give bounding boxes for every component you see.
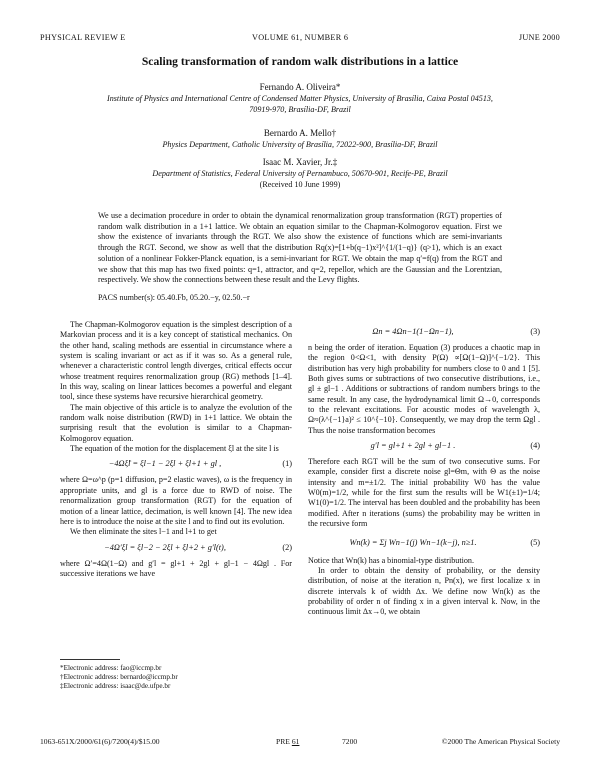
footnote-rule — [60, 659, 120, 660]
equation-1 — [60, 454, 292, 475]
footer-code: 1063-651X/2000/61(6)/7200(4)/$15.00 — [40, 737, 160, 746]
right-column — [308, 322, 540, 618]
author-1: Fernando A. Oliveira* — [259, 82, 341, 92]
equation-number: (4) — [530, 441, 540, 451]
received-date: (Received 10 June 1999) — [259, 180, 341, 189]
page-number: 7200 — [342, 737, 358, 746]
paragraph: The Chapman-Kolmogorov equation is the simplest description of a Markovian process and it is a key concept of statistical mechanics. On the other hand, scaling methods are essential in circumstance where a system is scaling invariant or act as if it was so. As a general rule, whenever a characteristic control length diverges, critical effects occur whose treatment requires renormalization group (RG) methods [1–4]. In this way, scaling on linear lattices becomes a powerful and elegant tool, since these systems have recursive hierarchical geometry. — [60, 320, 292, 402]
footnotes — [60, 664, 178, 691]
paragraph: In order to obtain the density of probability, or the density distribution, of noise at the iteration n, Pn(x), we first localize x in discrete intervals k of width Δx. We define now Wn(k) as the probability of order n of finding x in a given interval k. Now, in the continuous limit Δx→0, we obtain — [308, 565, 540, 617]
paragraph: n being the order of iteration. Equation (3) produces a chaotic map in the region 0<Ω<1, with density P(Ω) ∝[Ω(1−Ω)]^{−1/2}. This distribution has very high probability for numbers close to 0 and 1 [5]. Both gives sums or subtractions of two consecutive distributions, i.e., gl ± gl−1 . Additions or subtractions of random numbers brings to the same result. In any case, the hydrodynamical limit Ω→0, corresponds to the relevant excitations. For acoustic modes of wavelength λ, Ω≈(λ^{−1}a)² ≤ 10^{−10}. Consequently, we may drop the term Ωgl . Thus the noise transformation becomes — [308, 343, 540, 435]
affiliation-3: Department of Statistics, Federal University of Pernambuco, 50670-901, Recife-PE, Brazil — [152, 169, 448, 178]
paragraph: We then eliminate the sites l−1 and l+1 to get — [70, 527, 217, 537]
left-column — [60, 320, 292, 579]
abstract: We use a decimation procedure in order to obtain the dynamical renormalization group transformation (RGT) properties of random walk distribution in a 1+1 lattice. We obtain an equation similar to the Chapman-Kolmogorov equation. First we show the existence of invariants through the RGT. We also show the existence of functions which are semi-invariants through the RGT. Second, we show as well that the distribution Rq(x)=[1+b(q−1)x²]^{1/(1−q)} (q>1), which is an exact solution of a nonlinear Fokker-Planck equation, is a semi-invariant for RGT. We obtain the map q′=f(q) from the RGT and we show that this map has two fixed points: q=1, attractor, and q=2, repellor, which are the Gaussian and the Lorentzian, respectively. We show the connections between these result and the Levy flights. — [98, 211, 502, 285]
footnote: ‡Electronic address: isaac@de.ufpe.br — [60, 682, 171, 690]
equation-3 — [308, 322, 540, 343]
footer-pre-volume: 61 — [291, 737, 300, 746]
equation-body: −4Ωξ̈l = ξl−1 − 2ξl + ξl+1 + gl , — [108, 459, 222, 469]
equation-2 — [60, 538, 292, 559]
equation-number: (5) — [530, 537, 540, 547]
equation-body: −4Ω′ξl = ξl−2 − 2ξl + ξl+2 + g′l(t), — [104, 542, 226, 552]
issue-date: JUNE 2000 — [518, 33, 560, 42]
author-3: Isaac M. Xavier, Jr.‡ — [262, 157, 338, 167]
paragraph: Therefore each RGT will be the sum of two consecutive sums. For example, consider first a discrete noise gl=Θm, with Θ as the noise intensity and m=±1/2. The initial probability W0 has the value W0(m)=1/2, while for the first sum the results will be W1(±1)=1/4; W1(0)=1/2. The interval has been doubled and the probability has been modified. After n iterations (sums) the probability may be written in the recursive form — [308, 457, 540, 529]
equation-body: Wn(k) = Σj Wn−1(j) Wn−1(k−j), n≥1. — [349, 537, 477, 547]
equation-4 — [308, 436, 540, 457]
pacs-numbers: PACS number(s): 05.40.Fb, 05.20.−y, 02.50.−r — [98, 293, 250, 302]
paragraph: Notice that Wn(k) has a binomial-type distribution. — [308, 555, 474, 565]
copyright: ©2000 The American Physical Society — [441, 737, 560, 746]
volume-number: VOLUME 61, NUMBER 6 — [252, 33, 349, 42]
journal-name: PHYSICAL REVIEW E — [40, 33, 126, 42]
affiliation-1 — [60, 93, 540, 115]
paragraph: The main objective of this article is to analyze the evolution of the random walk noise distribution (RWD) in 1+1 lattice. We obtain the surprising result that the evolution is similar to a Chapman-Kolmogorov equation. — [60, 402, 292, 443]
affiliation-1-line-2: 70919-970, Brasília-DF, Brazil — [249, 105, 351, 114]
paper-title: Scaling transformation of random walk distributions in a lattice — [141, 55, 459, 68]
equation-body: Ωn = 4Ωn−1(1−Ωn−1), — [372, 327, 454, 336]
paragraph: where Ω′=4Ω(1−Ω) and g′l = gl+1 + 2gl + gl−1 − 4Ωgl . For successive iterations we have — [60, 558, 292, 578]
footnote: †Electronic address: bernardo@iccmp.br — [60, 673, 178, 681]
equation-number: (3) — [530, 327, 540, 336]
equation-5 — [308, 530, 540, 556]
affiliation-2: Physics Department, Catholic University of Brasília, 72022-900, Brasília-DF, Brazil — [162, 140, 438, 149]
equation-number: (2) — [282, 542, 292, 552]
footnote: *Electronic address: fao@iccmp.br — [60, 664, 162, 672]
author-2: Bernardo A. Mello† — [263, 128, 337, 138]
affiliation-1-line-1: Institute of Physics and International Centre of Condensed Matter Physics, University of Brasília, Caixa Postal 04513, — [107, 94, 493, 103]
paragraph: where Ω=ω^p (p=1 diffusion, p=2 elastic waves), ω is the frequency in appropriate units, and gl is a force due to RWD of noise. The renormalization group transformation (RGT) for the equation of motion of a linear lattice, decimation, is well known [4]. The new idea here is to introduce the noise at the site l and to find out its evolution. — [60, 475, 292, 526]
footer-pre-prefix: PRE — [276, 737, 290, 746]
equation-number: (1) — [282, 459, 292, 469]
footer-journal-ref — [276, 737, 299, 746]
equation-body: g′l = gl+1 + 2gl + gl−1 . — [370, 441, 456, 451]
paragraph: The equation of the motion for the displacement ξl at the site l is — [70, 444, 279, 454]
